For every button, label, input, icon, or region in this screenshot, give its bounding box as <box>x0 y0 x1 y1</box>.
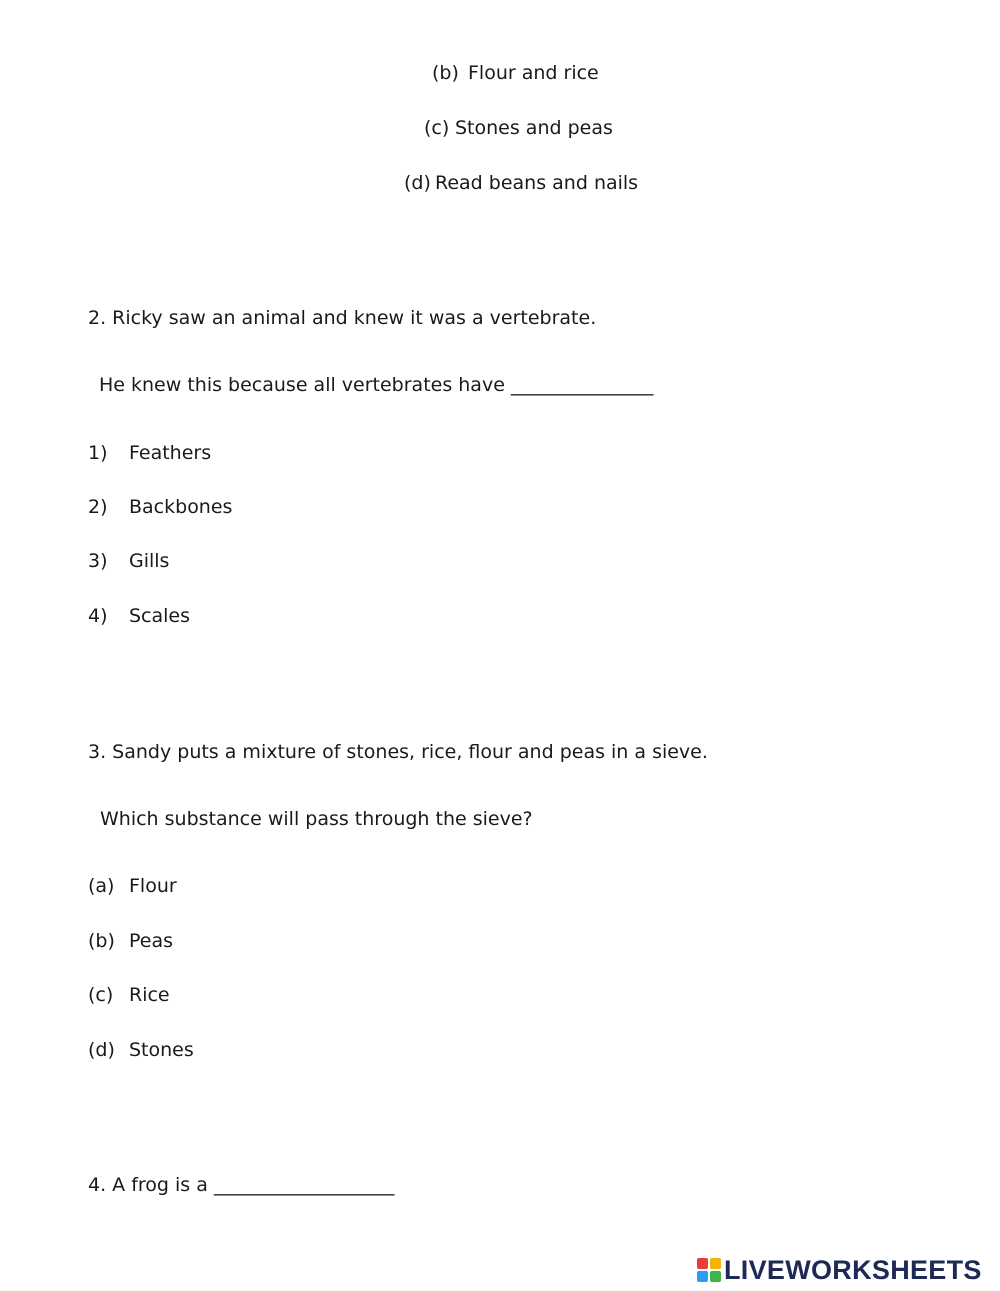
q1-option-b-text: Flour and rice <box>468 62 599 84</box>
q2-stem: 2. Ricky saw an animal and knew it was a vertebrate. <box>88 307 597 329</box>
logo-square-green <box>710 1271 721 1282</box>
q2-option-4-label: 4) <box>88 605 108 627</box>
logo-square-blue <box>697 1271 708 1282</box>
q2-option-3-text[interactable]: Gills <box>129 550 170 572</box>
q3-stem: 3. Sandy puts a mixture of stones, rice, flour and peas in a sieve. <box>88 741 708 763</box>
q1-option-c-label: (c) <box>424 117 450 139</box>
q2-option-2-label: 2) <box>88 496 108 518</box>
q4-stem: 4. A frog is a ___________________ <box>88 1174 395 1196</box>
q1-option-c-text: Stones and peas <box>455 117 613 139</box>
liveworksheets-logo-text: LIVEWORKSHEETS <box>724 1254 982 1285</box>
q2-option-2-text[interactable]: Backbones <box>129 496 233 518</box>
q1-option-b-label: (b) <box>432 62 459 84</box>
q3-option-c-label: (c) <box>88 984 114 1006</box>
q3-option-c-text[interactable]: Rice <box>129 984 170 1006</box>
q3-option-d-label: (d) <box>88 1039 115 1061</box>
q2-prompt: He knew this because all vertebrates have _______________ <box>99 374 654 396</box>
q2-option-3-label: 3) <box>88 550 108 572</box>
q2-option-1-text[interactable]: Feathers <box>129 442 212 464</box>
q3-option-a-label: (a) <box>88 875 115 897</box>
logo-square-yellow <box>710 1258 721 1269</box>
q2-option-1-label: 1) <box>88 442 108 464</box>
q3-option-a-text[interactable]: Flour <box>129 875 177 897</box>
q3-prompt: Which substance will pass through the sieve? <box>100 808 533 830</box>
q3-option-b-label: (b) <box>88 930 115 952</box>
logo-square-red <box>697 1258 708 1269</box>
liveworksheets-logo <box>697 1255 982 1285</box>
q3-option-b-text[interactable]: Peas <box>129 930 174 952</box>
liveworksheets-logo-icon <box>697 1258 721 1282</box>
q1-option-d-label: (d) <box>404 172 431 194</box>
q3-option-d-text[interactable]: Stones <box>129 1039 194 1061</box>
q1-option-d-text: Read beans and nails <box>435 172 639 194</box>
q2-option-4-text[interactable]: Scales <box>129 605 191 627</box>
